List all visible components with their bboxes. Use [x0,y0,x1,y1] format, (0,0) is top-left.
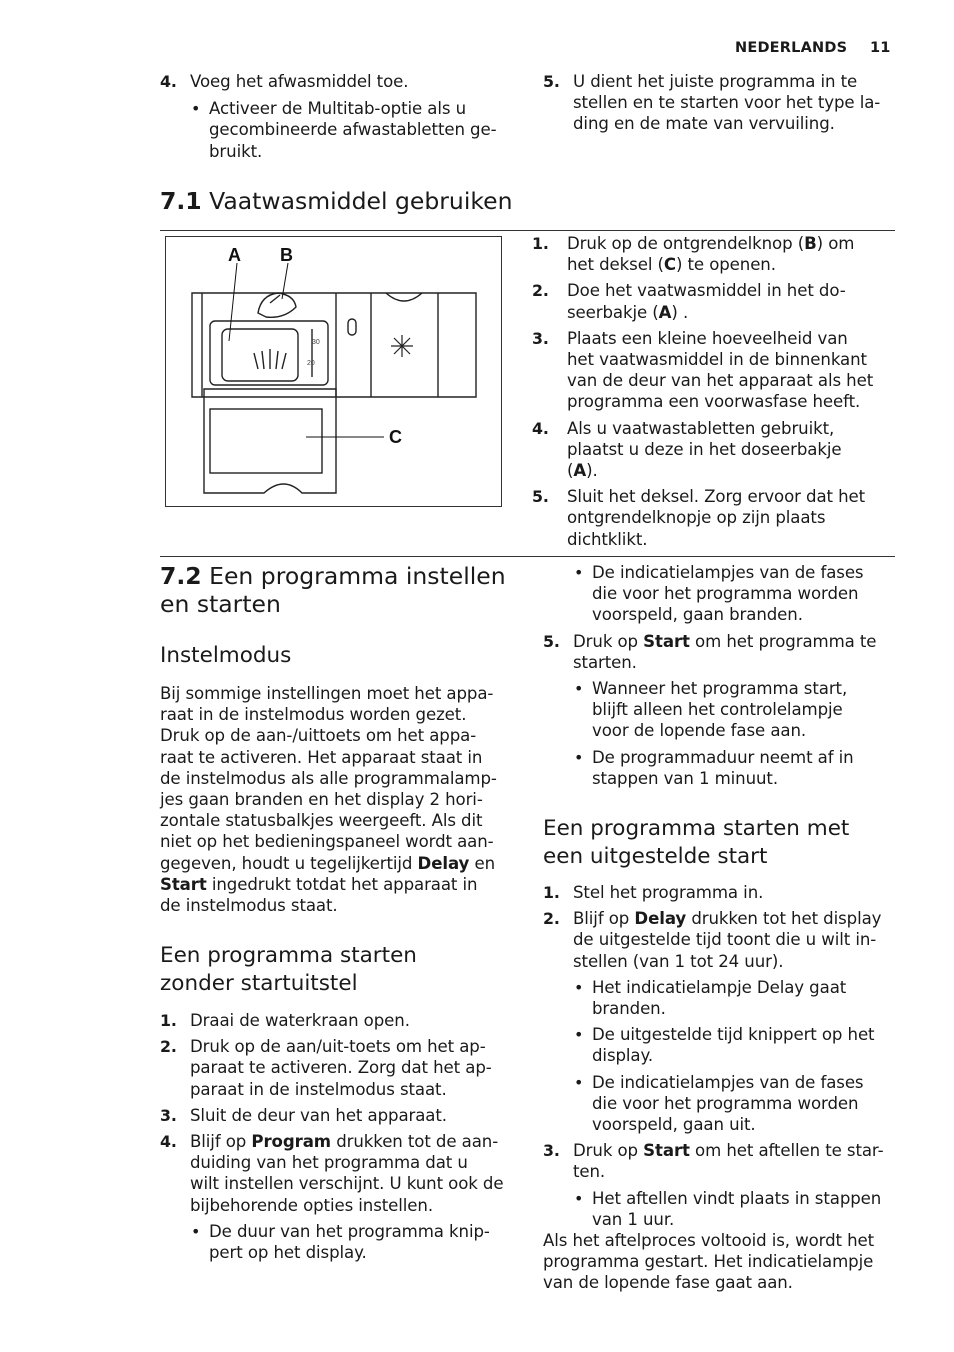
text-line [573,1161,903,1182]
section-rule-bottom [160,556,895,557]
text-lines [160,683,520,916]
text-segment: stellen en te starten voor het type la- [573,93,881,113]
text-segment: dichtklikt. [567,529,648,549]
text-segment: De duur van het programma knip- [209,1221,490,1241]
text-lines [573,71,903,135]
text-segment: Het aftellen vindt plaats in stappen [592,1188,882,1208]
bullet-item [543,1072,903,1136]
bullet-item [543,678,903,742]
step-number: 3. [543,1141,560,1161]
text-line [160,789,520,810]
text-line [567,328,897,349]
text-segment: ingedrukt totdat het apparaat in [206,874,478,894]
text-segment: ) om [816,234,855,253]
step-number: 5. [532,487,549,507]
numbered-step [160,1105,520,1126]
step-number: 2. [532,281,549,301]
numbered-step [543,882,903,903]
text-segment: paraat te activeren. Zorg dat het ap- [190,1058,492,1078]
text-line [160,874,520,895]
text-line [592,604,903,625]
text-segment: drukken tot de aan- [331,1132,499,1152]
numbered-step [532,280,897,322]
text-line [190,1057,520,1078]
text-line [190,1131,520,1152]
scale-mark-30: 30 [312,339,320,346]
bold-term: C [663,255,676,275]
text-segment: het vaatwasmiddel in de binnenkant [567,350,867,370]
text-line [592,747,903,768]
label-a: A [228,245,241,265]
text-lines [592,1072,903,1136]
text-lines [573,631,903,673]
text-line [190,1036,520,1057]
text-line [573,631,903,652]
text-line [567,370,897,391]
text-line [190,1010,520,1031]
bold-term: Program [251,1132,332,1152]
text-segment: starten. [573,652,637,672]
bullet-item [543,1024,903,1066]
text-line [573,929,903,950]
text-line [209,141,520,162]
bold-term: A [658,302,672,322]
text-line [190,1105,520,1126]
text-segment: De uitgestelde tijd knippert op het [592,1025,875,1045]
text-line [160,683,520,704]
text-line [592,1024,903,1045]
bullet-dot: • [574,1025,584,1045]
section-7-2-heading [160,562,506,618]
bullet-dot: • [191,99,201,119]
text-line [567,280,897,301]
text-lines [592,747,903,789]
text-lines [573,908,903,972]
text-line [160,853,520,874]
bold-term: A [573,461,587,481]
text-segment: om het aftellen te star- [689,1141,884,1161]
text-lines [592,1188,903,1230]
text-segment: Blijf op [573,909,635,929]
text-lines [543,1230,903,1294]
text-segment: voorspeld, gaan uit. [592,1115,756,1135]
step-number: 1. [543,883,560,902]
text-segment: programma een voorwasfase heeft. [567,392,861,412]
uitgesteld-body [543,882,903,1294]
step-number: 4. [160,72,177,91]
text-line [567,460,897,481]
text-line [567,233,897,254]
text-segment: raat te activeren. Het apparaat staat in [160,747,483,767]
text-segment: U dient het juiste programma in te [573,72,858,91]
text-segment: stappen van 1 minuut. [592,768,779,788]
text-lines [190,1131,520,1216]
text-lines [592,562,903,626]
text-segment: Plaats een kleine hoeveelheid van [567,328,848,348]
text-segment: Als u vaatwastabletten gebruikt, [567,418,835,438]
label-b: B [280,245,293,265]
text-segment: Activeer de Multitab-optie als u [209,99,467,119]
text-segment: Als het aftelproces voltooid is, wordt het [543,1231,875,1251]
text-line [567,507,897,528]
text-segment: Bij sommige instellingen moet het appa- [160,684,494,703]
text-line [592,562,903,583]
running-header-language: NEDERLANDS [735,40,848,56]
text-line [209,1221,520,1242]
numbered-step [543,908,903,972]
zonder-heading [160,942,417,998]
text-line [543,1251,903,1272]
bullet-item [543,747,903,789]
text-lines [209,98,520,162]
numbered-step [160,1036,520,1100]
text-segment: branden. [592,999,666,1019]
page-number: 11 [870,40,891,56]
step-number: 1. [160,1011,177,1030]
text-line [592,720,903,741]
text-line [592,699,903,720]
instelmodus-body [160,683,520,916]
text-segment: gegeven, houdt u tegelijkertijd [160,853,418,873]
section-title-line1: Een programma instellen [209,562,506,590]
text-lines [190,1010,520,1031]
numbered-step [532,233,897,275]
step-number: 3. [532,328,549,348]
text-segment: het deksel ( [567,255,664,275]
numbered-step [532,328,897,413]
text-line [592,768,903,789]
section-7-2-right-column [543,562,903,789]
text-segment: Het indicatielampje Delay gaat [592,977,847,997]
text-line [592,1072,903,1093]
numbered-step [532,418,897,482]
text-line [573,652,903,673]
text-line [160,704,520,725]
text-segment: die voor het programma worden [592,1093,859,1113]
text-lines [567,233,897,275]
text-segment: ) . [671,302,689,322]
step-number: 2. [543,909,560,929]
text-line [160,810,520,831]
section-7-1-steps [532,233,897,550]
text-line [592,1114,903,1135]
text-segment: programma gestart. Het indicatielampje [543,1252,874,1272]
step-number: 5. [543,631,560,651]
text-line [573,1140,903,1161]
text-segment: van de deur van het apparaat als het [567,371,874,391]
text-segment: voorspeld, gaan branden. [592,605,803,625]
text-segment: ) te openen. [675,255,776,275]
step-number: 5. [543,72,560,91]
heading-line: een uitgestelde start [543,844,768,869]
text-segment: Druk op [573,631,644,651]
zonder-steps [160,1010,520,1263]
numbered-step [160,1131,520,1216]
text-segment: De indicatielampjes van de fases [592,1072,864,1092]
text-segment: De indicatielampjes van de fases [592,563,864,582]
text-segment: Sluit het deksel. Zorg ervoor dat het [567,487,866,507]
text-segment: display. [592,1046,654,1066]
text-segment: Druk op de ontgrendelknop ( [567,234,805,253]
bullet-dot: • [574,747,584,767]
section-7-1-heading [160,187,512,215]
text-line [592,998,903,1019]
text-lines [567,418,897,482]
text-line [573,113,903,134]
text-lines [190,1105,520,1126]
bullet-item [160,1221,520,1263]
text-line [209,98,520,119]
bullet-text [209,98,520,162]
text-lines [567,328,897,413]
bullet-dot: • [574,563,584,582]
text-segment: Draai de waterkraan open. [190,1011,410,1030]
text-line [592,583,903,604]
text-line [160,725,520,746]
text-segment: Sluit de deur van het apparaat. [190,1105,447,1125]
text-line [592,1093,903,1114]
section-title-line2: en starten [160,590,281,618]
text-lines [573,882,903,903]
text-line [160,747,520,768]
text-segment: ). [586,461,598,481]
bold-term: B [804,234,817,253]
step-number: 4. [160,1132,177,1152]
text-segment: paraat in de instelmodus staat. [190,1079,447,1099]
heading-line: Een programma starten met [543,816,850,841]
text-line [573,951,903,972]
bullet-dot: • [191,1221,201,1241]
text-segment: bruikt. [209,141,263,161]
text-segment: de instelmodus staat. [160,896,338,916]
label-c: C [389,427,402,447]
text-segment: blijft alleen het controlelampje [592,700,843,720]
text-segment: zontale statusbalkjes weergeeft. Als dit [160,811,483,831]
text-line [567,418,897,439]
numbered-step [160,1010,520,1031]
text-lines [209,1221,520,1263]
text-line [592,1209,903,1230]
text-line [567,486,897,507]
text-line [573,908,903,929]
text-segment: Wanneer het programma start, [592,679,848,699]
top-right-block [543,71,903,135]
bullet-item [543,562,903,626]
bullet-item [543,1188,903,1230]
heading-line: zonder startuitstel [160,971,358,996]
scale-mark-20: 20 [307,360,315,367]
text-segment: ontgrendelknopje op zijn plaats [567,508,826,528]
text-segment: ding en de mate van vervuiling. [573,114,835,134]
text-segment: van de lopende fase gaat aan. [543,1273,793,1293]
bold-term: Start [643,1141,690,1161]
text-line [573,71,903,92]
text-line [543,1230,903,1251]
bullet-dot: • [574,977,584,997]
text-lines [592,977,903,1019]
text-line [567,529,897,550]
text-line [543,1272,903,1293]
text-segment: de uitgestelde tijd toont die u wilt in- [573,930,877,950]
text-segment: drukken tot het display [686,909,882,929]
text-lines [567,280,897,322]
text-segment: gecombineerde afwastabletten ge- [209,120,497,140]
text-segment: om het programma te [689,631,877,651]
step-number: 1. [532,234,549,253]
uitgesteld-heading [543,815,849,871]
text-segment: die voor het programma worden [592,584,859,604]
text-line [592,1045,903,1066]
text-segment: stellen (van 1 tot 24 uur). [573,951,784,971]
text-lines [592,678,903,742]
text-line [567,302,897,323]
text-segment: ten. [573,1162,606,1182]
text-line [160,831,520,852]
dispenser-illustration [166,237,501,506]
text-line [592,1188,903,1209]
text-segment: plaatst u deze in het doseerbakje [567,439,842,459]
text-line [592,977,903,998]
text-segment: wilt instellen verschijnt. U kunt ook de [190,1174,504,1194]
text-lines [567,486,897,550]
detergent-dispenser-figure [165,236,502,507]
text-segment: De programmaduur neemt af in [592,747,854,767]
text-line [160,895,520,916]
text-line [592,678,903,699]
text-segment: duiding van het programma dat u [190,1153,468,1173]
text-segment: Druk op de aan/uit-toets om het ap- [190,1037,486,1057]
bullet-dot: • [574,679,584,699]
text-lines [592,1024,903,1066]
text-segment: bijbehorende opties instellen. [190,1195,434,1215]
text-segment: Stel het programma in. [573,883,764,902]
text-segment: voor de lopende fase aan. [592,721,807,741]
bold-term: Delay [634,909,687,929]
heading-line: Een programma starten [160,943,417,968]
text-segment: raat in de instelmodus worden gezet. [160,705,467,725]
text-segment: jes gaan branden en het display 2 hori- [160,790,483,810]
section-rule-top [160,230,895,231]
text-line [573,882,903,903]
text-segment: Druk op [573,1141,644,1161]
step-text: Voeg het afwasmiddel toe. [190,72,409,91]
bold-term: Start [160,874,207,894]
step-number: 3. [160,1105,177,1125]
section-title: Vaatwasmiddel gebruiken [209,187,513,215]
instelmodus-heading: Instelmodus [160,643,292,668]
text-line [573,92,903,113]
text-segment: van 1 uur. [592,1209,675,1229]
text-line [567,391,897,412]
text-line [190,1173,520,1194]
text-line [160,768,520,789]
section-number: 7.1 [160,187,202,215]
step-number: 4. [532,418,549,438]
text-segment: Druk op de aan-/uittoets om het appa- [160,726,477,746]
text-line [190,1195,520,1216]
text-segment: Blijf op [190,1132,252,1152]
text-segment: ( [567,461,574,481]
numbered-step [543,1140,903,1182]
step-number: 2. [160,1037,177,1057]
text-segment: niet op het bedieningspaneel wordt aan- [160,832,494,852]
numbered-step [543,631,903,673]
text-segment: pert op het display. [209,1243,367,1263]
text-line [190,1152,520,1173]
text-line [209,119,520,140]
bold-term: Start [643,631,690,651]
text-segment: en [469,853,495,873]
bullet-dot: • [574,1072,584,1092]
bullet-item [543,977,903,1019]
text-line [209,1242,520,1263]
numbered-step [532,486,897,550]
text-line [190,1079,520,1100]
text-lines [573,1140,903,1182]
text-segment: Doe het vaatwasmiddel in het do- [567,281,846,301]
bullet-dot: • [574,1188,584,1208]
text-segment: de instelmodus als alle programmalamp- [160,768,497,788]
section-number: 7.2 [160,562,202,590]
text-lines [190,1036,520,1100]
text-line [567,254,897,275]
bold-term: Delay [417,853,470,873]
text-line [567,439,897,460]
text-line [567,349,897,370]
top-left-block [160,71,520,162]
step-text [573,71,903,135]
text-segment: seerbakje ( [567,302,659,322]
